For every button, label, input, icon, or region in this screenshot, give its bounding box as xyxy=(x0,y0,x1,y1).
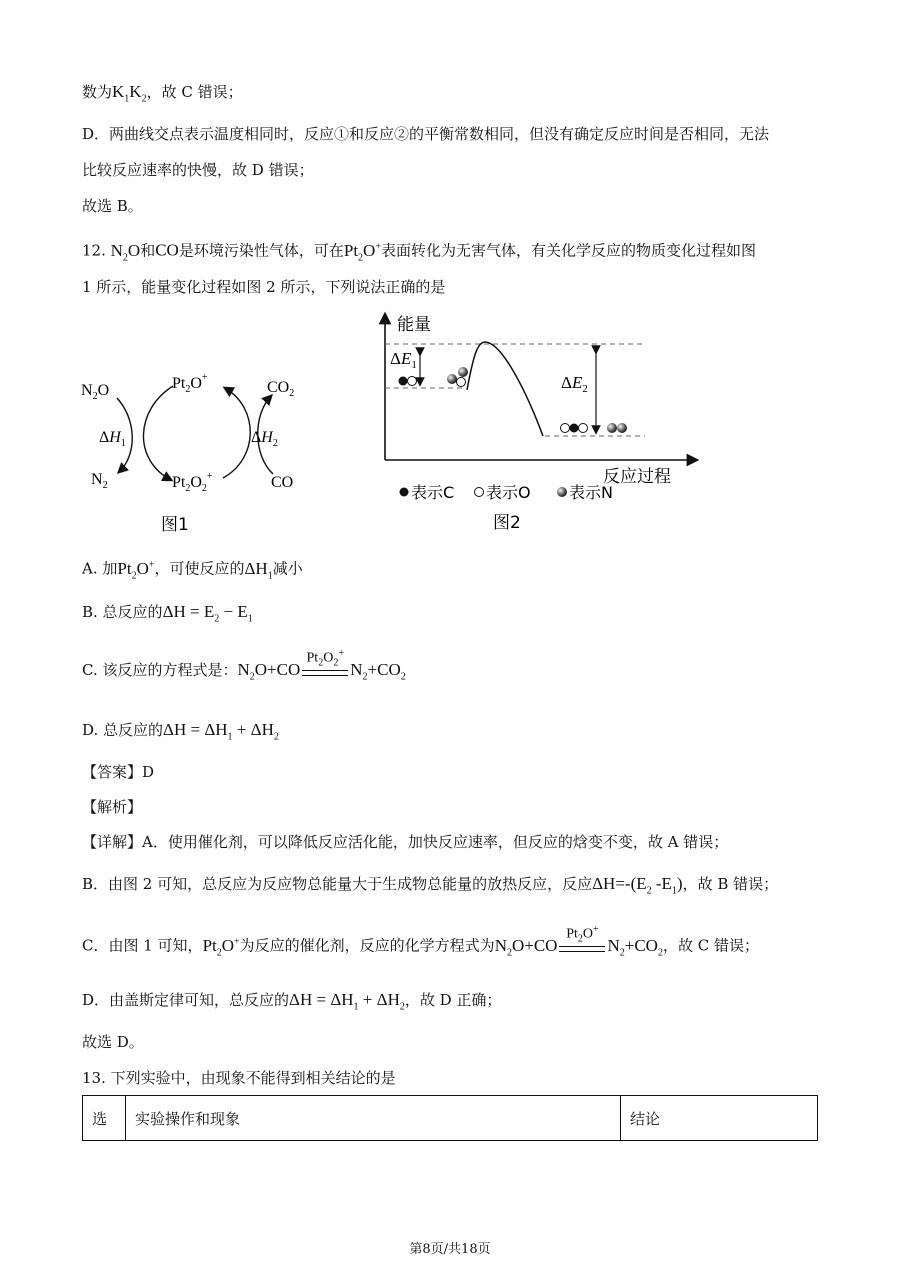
fig2-de1: $\Delta E_1$ xyxy=(390,349,417,371)
option-b-prefix: B. 总反应的 xyxy=(82,603,163,621)
q12-number: 12. xyxy=(82,241,106,260)
prev-line-1-prefix: 数为 xyxy=(82,83,113,101)
fig2-product-n2 xyxy=(617,423,627,433)
pt2o-formula: $Pt_2O^+$ xyxy=(343,240,381,264)
fig2-product-o2 xyxy=(579,424,588,433)
fig1-caption: 图1 xyxy=(161,515,189,535)
fig2-reactant-o2 xyxy=(457,378,466,387)
option-a-dh1: $\Delta H_1$ xyxy=(244,558,273,582)
fig2-reactant-o xyxy=(408,377,417,386)
q13-header-conclusion: 结论 xyxy=(621,1096,818,1141)
detail-b-prefix: B．由图 2 可知，总反应为反应物总能量大于生成物总能量的放热反应，反应 xyxy=(82,875,593,893)
q12-detail-b xyxy=(82,874,778,901)
q12-analysis-heading: 【解析】 xyxy=(82,798,143,816)
fig1-arrow-pt2o2-pt2o xyxy=(223,388,250,478)
q12-option-a xyxy=(82,555,303,586)
option-d-prefix: D. 总反应的 xyxy=(82,721,164,739)
q12-option-c xyxy=(82,648,406,687)
option-a-prefix: A. 加 xyxy=(82,559,118,578)
detail-c-lhs: $N_2O+CO$ xyxy=(494,935,558,959)
detail-c-pt2o: $Pt_2O^+$ xyxy=(202,935,240,959)
prev-line-1-suffix: ，故 C 错误； xyxy=(146,83,243,101)
prev-choose: 故选 B。 xyxy=(82,197,143,215)
fig2-reactant-c xyxy=(399,377,408,386)
option-a-pt2o: $Pt_2O^+$ xyxy=(117,558,155,582)
q12-stem-part3: 表面转化为无害气体，有关化学反应的物质变化过程如图 xyxy=(380,241,756,260)
k1k2-formula: $K_1K_2$ xyxy=(112,82,147,105)
q12-stem-line2: 1 所示，能量变化过程如图 2 所示，下列说法正确的是 xyxy=(82,278,446,296)
fig2-legend-c: 表示C xyxy=(411,483,455,502)
option-a-mid: ，可使反应的 xyxy=(154,559,245,578)
q12-detail-a: 【详解】A．使用催化剂，可以降低反应活化能，加快反应速率，但反应的焓变不变，故 A 错误； xyxy=(82,833,729,851)
co-formula: CO xyxy=(155,240,179,260)
fig2-legend-c-dot xyxy=(400,488,409,497)
q12-option-b xyxy=(82,602,253,629)
prev-option-d-line1: D．两曲线交点表示温度相同时，反应①和反应②的平衡常数相同，但没有确定反应时间是否相同，无法 xyxy=(82,125,770,143)
detail-c-catalyst-arrow: $Pt_2O^+$ xyxy=(559,942,605,952)
q12-stem-and: 和 xyxy=(140,241,156,260)
option-c-prefix: C. 该反应的方程式是： xyxy=(82,661,238,679)
detail-c-mid: 为反应的催化剂，反应的化学方程式为 xyxy=(239,936,495,955)
option-c-rhs: $N_2+CO_2$ xyxy=(350,660,406,683)
q12-stem-line1 xyxy=(82,237,756,268)
q12-detail-c xyxy=(82,923,759,963)
q13-header-option: 选 xyxy=(83,1096,126,1141)
detail-c-rhs: $N_2+CO_2$ xyxy=(607,935,663,959)
fig2-legend-n: 表示N xyxy=(569,483,613,502)
q12-option-d xyxy=(82,720,279,747)
fig1-arrow-pt2o-pt2o2 xyxy=(143,386,173,480)
detail-d-suffix: ，故 D 正确； xyxy=(404,991,502,1009)
fig2-legend-o-dot xyxy=(475,488,484,497)
q13-header-operation: 实验操作和现象 xyxy=(126,1096,621,1141)
fig1-dh1: $\Delta H_1$ xyxy=(99,429,126,449)
fig2-product-c xyxy=(570,424,579,433)
detail-b-suffix: ，故 B 错误； xyxy=(682,875,779,893)
q12-answer: 【答案】D xyxy=(82,763,155,781)
fig2-legend-o: 表示O xyxy=(486,483,531,502)
detail-c-prefix: C．由图 1 可知， xyxy=(82,936,203,955)
q13-stem: 13. 下列实验中，由现象不能得到相关结论的是 xyxy=(82,1069,396,1087)
option-c-lhs: $N_2O+CO$ xyxy=(237,660,301,683)
option-d-formula: $\Delta H = \Delta H_1 + \Delta H_2$ xyxy=(163,720,279,743)
fig2-reactant-n1 xyxy=(447,374,457,384)
q12-choose: 故选 D。 xyxy=(82,1033,144,1051)
detail-b-formula: $\Delta H=-(E_2$ $-E_1$) xyxy=(592,874,683,897)
option-b-formula: $\Delta H = E_2 - E_1$ xyxy=(162,602,253,625)
fig1-co: CO xyxy=(271,474,294,491)
fig2-ylabel: 能量 xyxy=(397,315,431,335)
fig1-pt2o2: $Pt_2O_2^+$ xyxy=(172,471,213,494)
fig2-legend-n-dot xyxy=(557,487,567,497)
fig2-product-o1 xyxy=(561,424,570,433)
fig2-energy-curve xyxy=(467,342,543,436)
q13-table xyxy=(82,1095,818,1141)
figure-1 xyxy=(75,360,315,540)
fig2-product-n1 xyxy=(607,423,617,433)
fig1-pt2o: $Pt_2O^+$ xyxy=(172,372,208,395)
option-c-catalyst-arrow: $Pt_2O_2^+$ xyxy=(302,666,348,676)
fig2-xlabel: 反应过程 xyxy=(603,467,671,487)
figure-2 xyxy=(355,308,715,540)
n2o-formula: $N_2O$ xyxy=(110,240,141,264)
fig2-de2: $\Delta E_2$ xyxy=(561,373,588,395)
q12-stem-part2: 是环境污染性气体，可在 xyxy=(178,241,344,260)
detail-d-prefix: D．由盖斯定律可知，总反应的 xyxy=(82,991,290,1009)
fig2-reactant-n2 xyxy=(458,367,468,377)
q12-detail-d xyxy=(82,990,501,1017)
detail-c-suffix: ，故 C 错误； xyxy=(662,936,759,955)
fig1-n2: $N_2$ xyxy=(91,471,108,491)
prev-line-1 xyxy=(82,82,243,109)
q13-table-header-row xyxy=(83,1096,818,1141)
page-footer: 第8页/共18页 xyxy=(409,1242,491,1257)
fig1-co2: $CO_2$ xyxy=(267,379,295,399)
fig1-n2o: $N_2O$ xyxy=(81,382,110,402)
detail-d-formula: $\Delta H = \Delta H_1 + \Delta H_2$ xyxy=(289,990,405,1013)
option-a-end: 减小 xyxy=(272,559,303,578)
fig1-dh2: $\Delta H_2$ xyxy=(251,429,278,449)
fig2-caption: 图2 xyxy=(493,513,521,533)
prev-option-d-line2: 比较反应速率的快慢，故 D 错误； xyxy=(82,161,314,179)
